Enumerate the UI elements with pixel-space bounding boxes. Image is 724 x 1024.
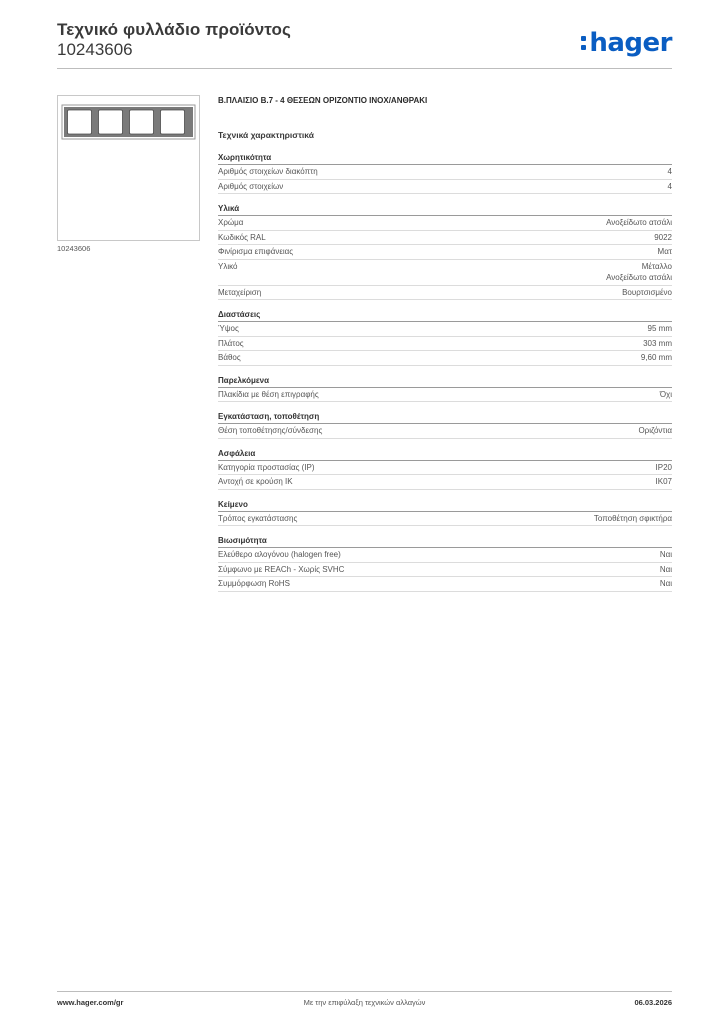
spec-value-cell [643,338,672,350]
spec-label: Πλακίδια με θέση επιγραφής [218,389,319,399]
image-caption: 10243606 [57,244,91,253]
spec-row [218,548,672,563]
spec-label: Τρόπος εγκατάστασης [218,513,298,523]
spec-value-cell [622,287,672,299]
spec-label: Ύψος [218,324,239,333]
spec-row [218,461,672,476]
spec-value-cell [658,246,672,258]
spec-value: Τοποθέτηση σφικτήρα [593,513,672,523]
spec-label: Θέση τοποθέτησης/σύνδεσης [218,426,323,435]
product-image [57,95,200,241]
spec-value: Βουρτσισμένο [622,287,672,297]
spec-label: Αριθμός στοιχείων [218,181,284,191]
spec-group-title: Ασφάλεια [218,448,672,461]
spec-label: Μεταχείριση [218,287,262,297]
spec-group-title: Κείμενο [218,499,672,512]
spec-group-title: Χωρητικότητα [218,152,672,165]
spec-label: Αντοχή σε κρούση IK [218,477,293,486]
spec-value-cell [606,217,672,229]
spec-row [218,512,672,527]
logo-mark-icon [581,31,587,53]
spec-value: 4 [667,167,672,176]
spec-label: Χρώμα [218,218,244,227]
spec-row [218,245,672,260]
spec-value-cell [606,261,672,284]
spec-value: Ναι [659,564,672,574]
spec-row [218,260,672,286]
spec-value: Οριζόντια [638,426,672,435]
spec-group [218,499,672,527]
spec-value-cell [638,425,672,437]
spec-value: 4 [667,181,672,191]
spec-row [218,231,672,246]
spec-row [218,180,672,195]
spec-label: Πλάτος [218,338,244,348]
spec-value: 9,60 mm [640,353,672,362]
spec-row [218,286,672,301]
spec-row [218,165,672,180]
spec-row [218,216,672,231]
footer-divider [57,991,672,992]
spec-value: Ματ [657,247,672,256]
spec-value-cell [594,513,672,525]
spec-row [218,475,672,490]
spec-row [218,322,672,337]
footer-website-link[interactable]: www.hager.com/gr [57,998,124,1007]
spec-label: Ελεύθερο αλογόνου (halogen free) [218,550,341,559]
spec-group [218,535,672,592]
spec-label: Κατηγορία προστασίας (IP) [218,462,315,472]
document-title: Τεχνικό φυλλάδιο προϊόντος [57,20,291,39]
product-code: 10243606 [57,40,133,59]
spec-value: 95 mm [647,324,672,333]
header-divider [57,68,672,69]
spec-row [218,577,672,592]
spec-value: IP20 [655,462,672,472]
spec-group [218,375,672,403]
spec-value-cell [656,462,672,474]
page-footer [57,998,672,1010]
spec-value: Ανοξείδωτο ατσάλι [606,218,672,227]
spec-row [218,337,672,352]
spec-value: 9022 [654,232,672,242]
spec-label: Υλικό [218,261,238,271]
spec-group-title: Εγκατάσταση, τοποθέτηση [218,411,672,424]
spec-value: Ναι [659,550,672,559]
spec-row [218,424,672,439]
footer-date: 06.03.2026 [634,998,672,1007]
spec-label: Φινίρισμα επιφάνειας [218,247,294,256]
spec-value-cell [660,564,672,576]
spec-label: Κωδικός RAL [218,232,266,242]
spec-row [218,388,672,403]
spec-value: Όχι [659,389,672,399]
section-title: Τεχνικά χαρακτηριστικά [218,130,314,140]
spec-value-cell [668,166,672,178]
spec-row [218,563,672,578]
spec-group [218,411,672,439]
spec-group [218,448,672,490]
logo-text: hager [589,28,672,58]
spec-value-cell [641,352,672,364]
spec-value-cell [660,389,672,401]
spec-group-title: Βιωσιμότητα [218,535,672,548]
product-name: Β.ΠΛΑΙΣΙΟ Β.7 - 4 ΘΕΣΕΩΝ ΟΡΙΖΟΝΤΙΟ INOX/ΑΝΘΡΑΚΙ [218,96,428,105]
spec-value-secondary: Ανοξείδωτο ατσάλι [606,273,672,282]
spec-group [218,203,672,300]
footer-note: Με την επιφύλαξη τεχνικών αλλαγών [303,998,426,1007]
spec-group-title: Παρελκόμενα [218,375,672,388]
spec-group [218,152,672,194]
spec-value: Μέταλλο [641,261,672,271]
spec-label: Σύμφωνο με REACh - Χωρίς SVHC [218,564,345,574]
spec-content [218,95,672,601]
spec-value-cell [648,323,672,335]
spec-row [218,351,672,366]
hager-logo[interactable] [581,28,672,58]
spec-label: Βάθος [218,353,241,362]
spec-value: IK07 [655,477,672,486]
page-header [57,20,672,68]
frame-illustration-icon [58,96,199,240]
spec-label: Αριθμός στοιχείων διακόπτη [218,167,318,176]
spec-groups [218,152,672,592]
spec-group-title: Υλικά [218,203,672,216]
spec-label: Συμμόρφωση RoHS [218,579,290,588]
spec-value-cell [668,181,672,193]
spec-value-cell [660,578,672,590]
spec-group-title: Διαστάσεις [218,309,672,322]
spec-value-cell [654,232,672,244]
spec-value-cell [660,549,672,561]
spec-value-cell [656,476,672,488]
spec-group [218,309,672,366]
spec-value: Ναι [659,579,672,588]
spec-value: 303 mm [643,338,672,348]
